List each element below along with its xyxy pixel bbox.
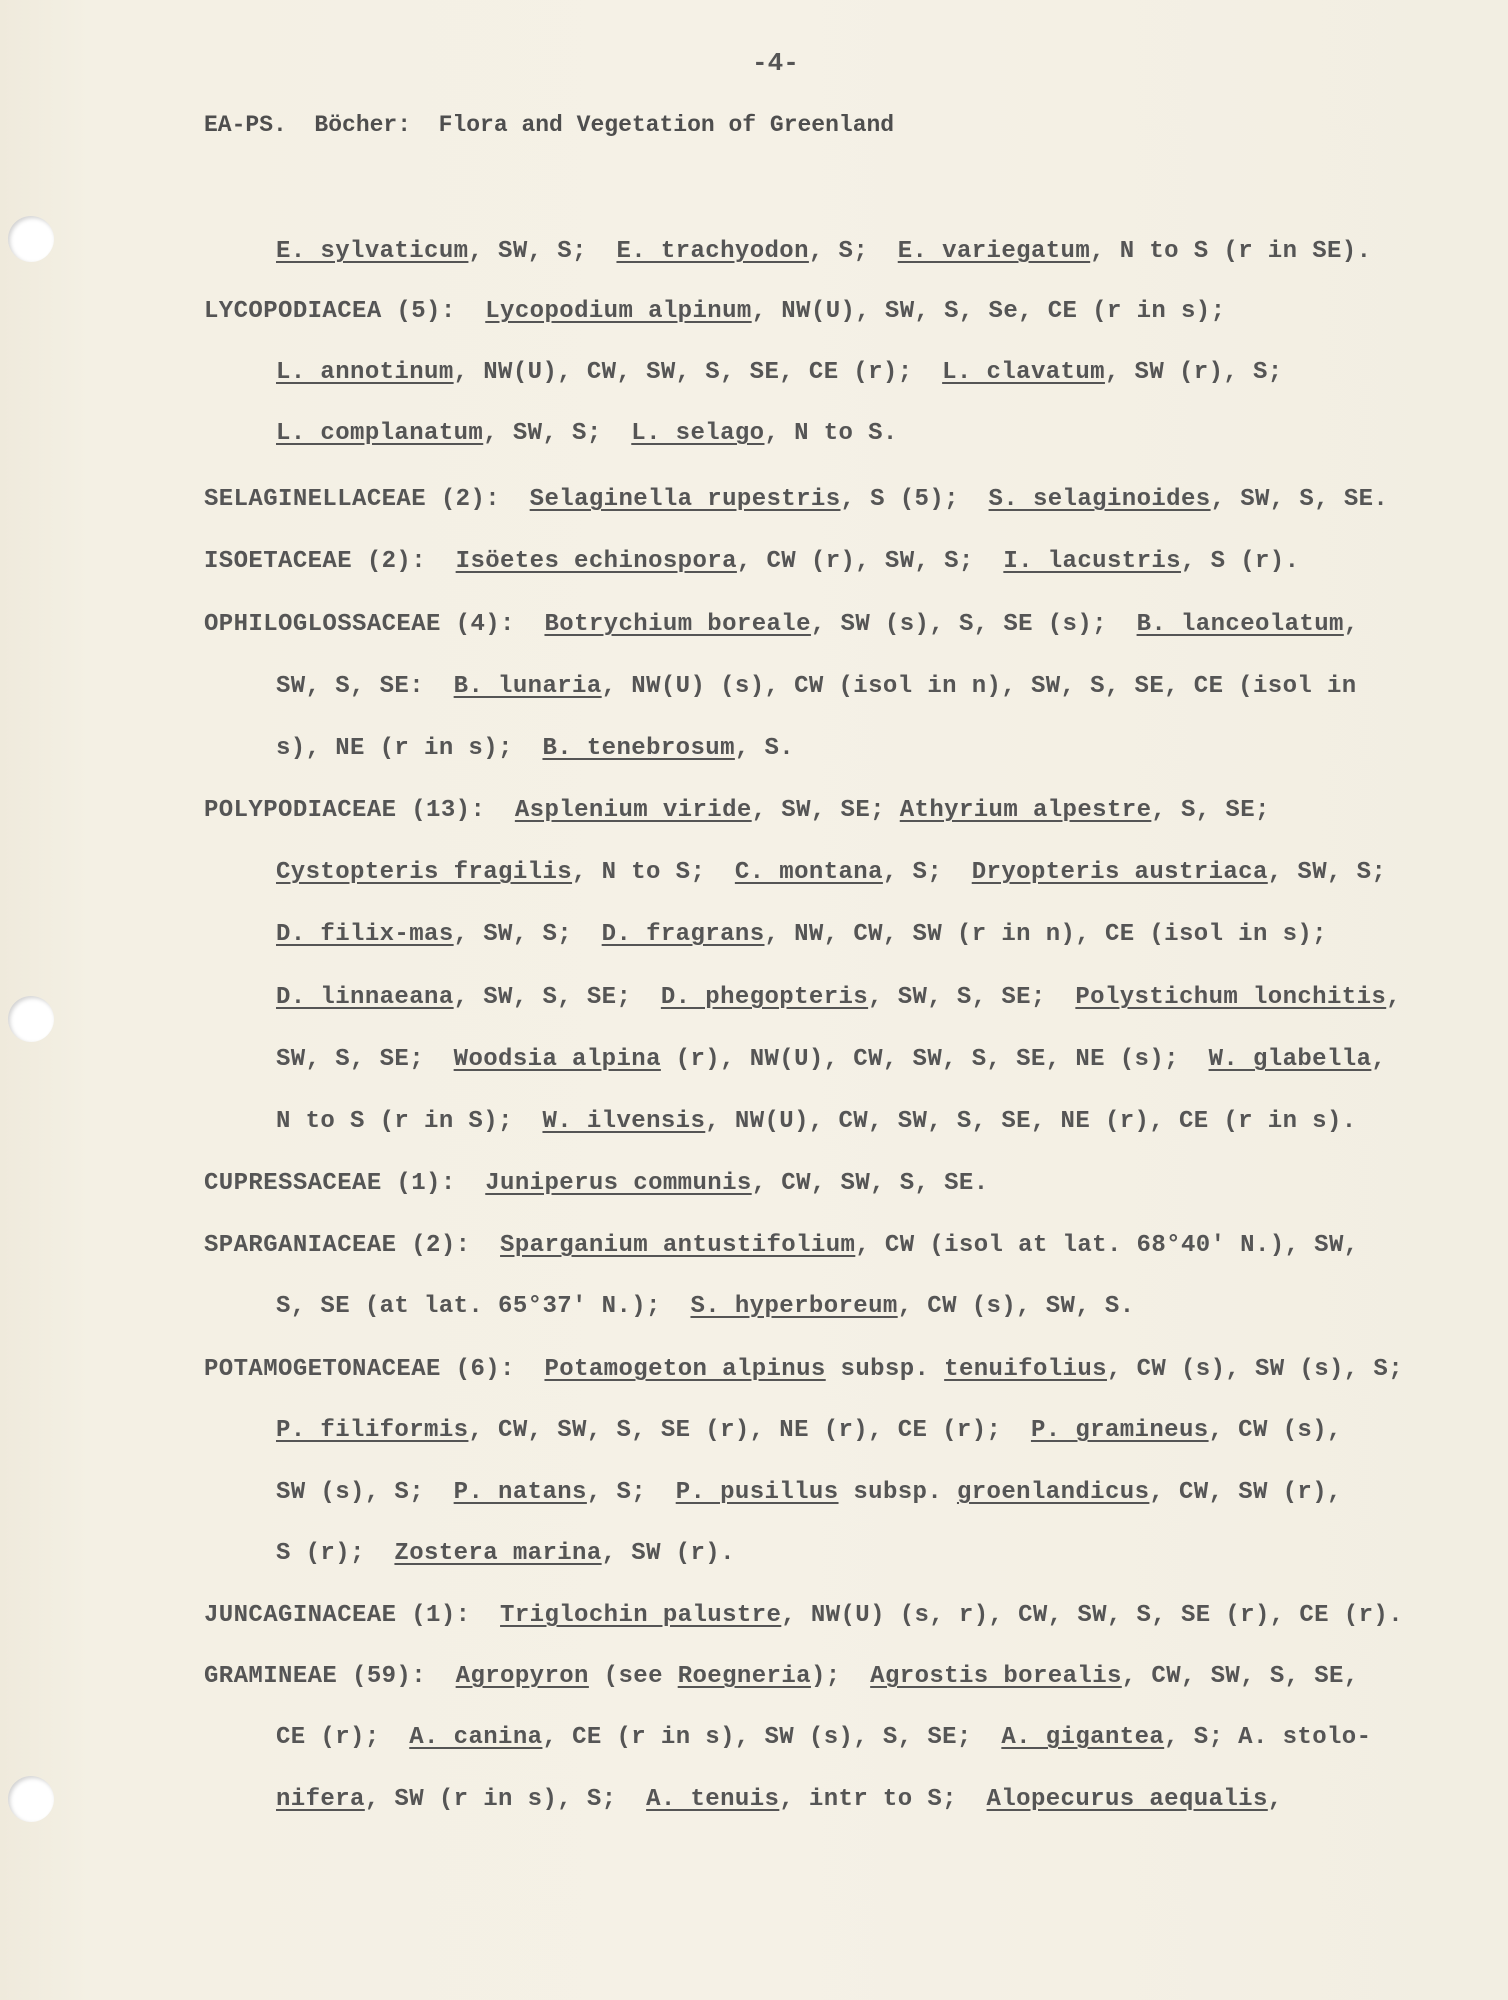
text-segment: , SW, S;	[468, 238, 617, 265]
text-line	[276, 735, 794, 762]
taxon-name: Agropyron	[455, 1663, 589, 1690]
taxon-name: Athyrium alpestre	[899, 797, 1152, 824]
taxon-name: D. linnaeana	[276, 984, 454, 1011]
text-line	[276, 984, 1401, 1011]
text-segment: , NW(U), CW, SW, S, SE, NE (r), CE (r in s).	[705, 1108, 1357, 1135]
text-segment: , SW, S;	[483, 420, 632, 447]
text-segment: , CW (r), SW, S;	[736, 548, 1004, 575]
text-segment: POTAMOGETONACEAE (6):	[204, 1356, 545, 1383]
taxon-name: B. lanceolatum	[1136, 611, 1344, 638]
text-segment: , SW (r).	[601, 1540, 735, 1567]
text-segment: , NW(U) (s, r), CW, SW, S, SE (r), CE (r).	[781, 1602, 1403, 1629]
text-segment: , SW, S;	[453, 921, 602, 948]
text-segment: , N to S;	[572, 859, 735, 886]
page-number: -4-	[752, 48, 799, 78]
text-segment: , S;	[882, 859, 972, 886]
text-segment: , NW(U), SW, S, Se, CE (r in s);	[751, 298, 1226, 325]
text-line	[204, 1663, 1359, 1690]
text-segment: , SW, S, SE;	[453, 984, 661, 1011]
text-segment: S (r);	[276, 1540, 395, 1567]
text-segment: , CW, SW, S, SE (r), NE (r), CE (r);	[468, 1417, 1031, 1444]
text-line	[204, 1356, 1403, 1383]
text-segment: , S (5);	[840, 486, 989, 513]
text-segment: , SW, S;	[1267, 859, 1387, 886]
text-line	[276, 359, 1283, 386]
text-segment: , N to S (r in SE).	[1090, 238, 1372, 265]
text-segment: OPHILOGLOSSACEAE (4):	[204, 611, 545, 638]
taxon-name: Potamogeton alpinus	[544, 1356, 826, 1383]
taxon-name: Sparganium antustifolium	[500, 1232, 856, 1259]
text-segment: subsp.	[838, 1479, 957, 1506]
text-segment: , NW, CW, SW (r in n), CE (isol in s);	[764, 921, 1327, 948]
text-line	[204, 548, 1299, 575]
text-segment: );	[810, 1663, 871, 1690]
text-segment: ,	[1267, 1786, 1283, 1813]
taxon-name: Isöetes echinospora	[455, 548, 737, 575]
text-segment: , CW (s), SW (s), S;	[1106, 1356, 1404, 1383]
taxon-name: Lycopodium alpinum	[485, 298, 752, 325]
text-segment: , S;	[586, 1479, 676, 1506]
punch-hole	[8, 996, 54, 1042]
taxon-name: tenuifolius	[944, 1356, 1107, 1383]
text-segment: S, SE (at lat. 65°37' N.);	[276, 1293, 691, 1320]
text-segment: ISOETACEAE (2):	[204, 548, 456, 575]
text-line	[204, 611, 1359, 638]
text-segment: , SW, S, SE;	[868, 984, 1076, 1011]
text-segment: , S (r).	[1180, 548, 1300, 575]
taxon-name: L. complanatum	[276, 420, 484, 447]
taxon-name: Woodsia alpina	[453, 1046, 661, 1073]
text-line	[276, 420, 898, 447]
taxon-name: A. canina	[409, 1724, 543, 1751]
taxon-name: P. pusillus	[675, 1479, 839, 1506]
text-segment: , CW, SW, S, SE.	[751, 1170, 989, 1197]
taxon-name: A. tenuis	[646, 1786, 780, 1813]
taxon-name: I. lacustris	[1003, 548, 1181, 575]
text-segment: , S;	[808, 238, 898, 265]
text-line	[204, 797, 1270, 824]
text-segment: ,	[1371, 1046, 1387, 1073]
taxon-name: D. filix-mas	[276, 921, 454, 948]
taxon-name: Cystopteris fragilis	[276, 859, 573, 886]
text-line	[276, 1540, 735, 1567]
taxon-name: L. selago	[631, 420, 765, 447]
taxon-name: nifera	[276, 1786, 365, 1813]
text-segment: , CW (s),	[1208, 1417, 1342, 1444]
taxon-name: Juniperus communis	[485, 1170, 752, 1197]
taxon-name: W. glabella	[1208, 1046, 1372, 1073]
text-segment: LYCOPODIACEA (5):	[204, 298, 486, 325]
text-line	[276, 859, 1386, 886]
text-line	[276, 1046, 1386, 1073]
text-segment: CE (r);	[276, 1724, 410, 1751]
taxon-name: Dryopteris austriaca	[971, 859, 1268, 886]
text-segment: , SW, SE;	[751, 797, 900, 824]
text-line	[276, 673, 1357, 700]
taxon-name: P. natans	[453, 1479, 587, 1506]
taxon-name: E. trachyodon	[616, 238, 809, 265]
text-line	[276, 238, 1371, 265]
taxon-name: D. fragrans	[601, 921, 765, 948]
text-segment: , CE (r in s), SW (s), S, SE;	[542, 1724, 1002, 1751]
text-segment: , S, SE;	[1151, 797, 1270, 824]
taxon-name: Alopecurus aequalis	[986, 1786, 1268, 1813]
text-line	[276, 1417, 1342, 1444]
text-segment: , CW (s), SW, S.	[897, 1293, 1135, 1320]
text-segment: , intr to S;	[779, 1786, 987, 1813]
text-line	[276, 1293, 1135, 1320]
taxon-name: P. gramineus	[1030, 1417, 1209, 1444]
taxon-name: P. filiformis	[276, 1417, 469, 1444]
text-segment: SPARGANIACEAE (2):	[204, 1232, 501, 1259]
text-line	[204, 298, 1225, 325]
text-line	[204, 1602, 1403, 1629]
taxon-name: B. tenebrosum	[542, 735, 735, 762]
text-segment: ,	[1386, 984, 1402, 1011]
taxon-name: E. sylvaticum	[276, 238, 469, 265]
text-line	[276, 1786, 1283, 1813]
text-segment: GRAMINEAE (59):	[204, 1663, 456, 1690]
text-segment: SW, S, SE:	[276, 673, 454, 700]
text-segment: s), NE (r in s);	[276, 735, 543, 762]
text-line	[204, 486, 1388, 513]
document-header: EA-PS. Böcher: Flora and Vegetation of Greenland	[204, 112, 895, 138]
text-line	[276, 1724, 1371, 1751]
text-segment: , SW (s), S, SE (s);	[810, 611, 1137, 638]
text-segment: (see	[588, 1663, 678, 1690]
text-segment: JUNCAGINACEAE (1):	[204, 1602, 501, 1629]
taxon-name: L. annotinum	[276, 359, 454, 386]
taxon-name: Asplenium viride	[514, 797, 752, 824]
text-segment: , SW (r), S;	[1104, 359, 1283, 386]
text-segment: SELAGINELLACEAE (2):	[204, 486, 530, 513]
taxon-name: S. selaginoides	[988, 486, 1211, 513]
text-segment: , CW (isol at lat. 68°40' N.), SW,	[855, 1232, 1359, 1259]
text-segment: POLYPODIACEAE (13):	[204, 797, 515, 824]
taxon-name: Triglochin palustre	[500, 1602, 782, 1629]
text-line	[276, 921, 1327, 948]
text-line	[204, 1170, 989, 1197]
taxon-name: Botrychium boreale	[544, 611, 811, 638]
text-segment: (r), NW(U), CW, SW, S, SE, NE (s);	[660, 1046, 1209, 1073]
text-segment: ,	[1343, 611, 1359, 638]
taxon-name: Selaginella rupestris	[529, 486, 841, 513]
taxon-name: B. lunaria	[453, 673, 602, 700]
text-segment: , SW (r in s), S;	[364, 1786, 647, 1813]
text-segment: , NW(U), CW, SW, S, SE, CE (r);	[453, 359, 943, 386]
text-line	[204, 1232, 1359, 1259]
text-line	[276, 1108, 1357, 1135]
text-segment: subsp.	[825, 1356, 945, 1383]
text-segment: SW (s), S;	[276, 1479, 454, 1506]
text-segment: , S; A. stolo-	[1164, 1724, 1372, 1751]
taxon-name: L. clavatum	[942, 359, 1105, 386]
text-segment: , CW, SW (r),	[1149, 1479, 1342, 1506]
taxon-name: C. montana	[734, 859, 883, 886]
taxon-name: Zostera marina	[394, 1540, 602, 1567]
taxon-name: W. ilvensis	[542, 1108, 706, 1135]
text-segment: , CW, SW, S, SE,	[1121, 1663, 1359, 1690]
text-segment: , N to S.	[764, 420, 898, 447]
taxon-name: D. phegopteris	[660, 984, 869, 1011]
taxon-name: Roegneria	[677, 1663, 811, 1690]
taxon-name: A. gigantea	[1001, 1724, 1165, 1751]
text-segment: CUPRESSACEAE (1):	[204, 1170, 486, 1197]
taxon-name: groenlandicus	[956, 1479, 1150, 1506]
text-segment: , NW(U) (s), CW (isol in n), SW, S, SE, CE (isol in	[601, 673, 1357, 700]
taxon-name: Agrostis borealis	[870, 1663, 1122, 1690]
text-segment: SW, S, SE;	[276, 1046, 454, 1073]
taxon-name: Polystichum lonchitis	[1075, 984, 1387, 1011]
text-line	[276, 1479, 1342, 1506]
taxon-name: E. variegatum	[897, 238, 1091, 265]
text-segment: N to S (r in S);	[276, 1108, 543, 1135]
taxon-name: S. hyperboreum	[690, 1293, 898, 1320]
text-segment: , SW, S, SE.	[1210, 486, 1389, 513]
punch-hole	[8, 1776, 54, 1822]
text-segment: , S.	[734, 735, 795, 762]
punch-hole	[8, 216, 54, 262]
